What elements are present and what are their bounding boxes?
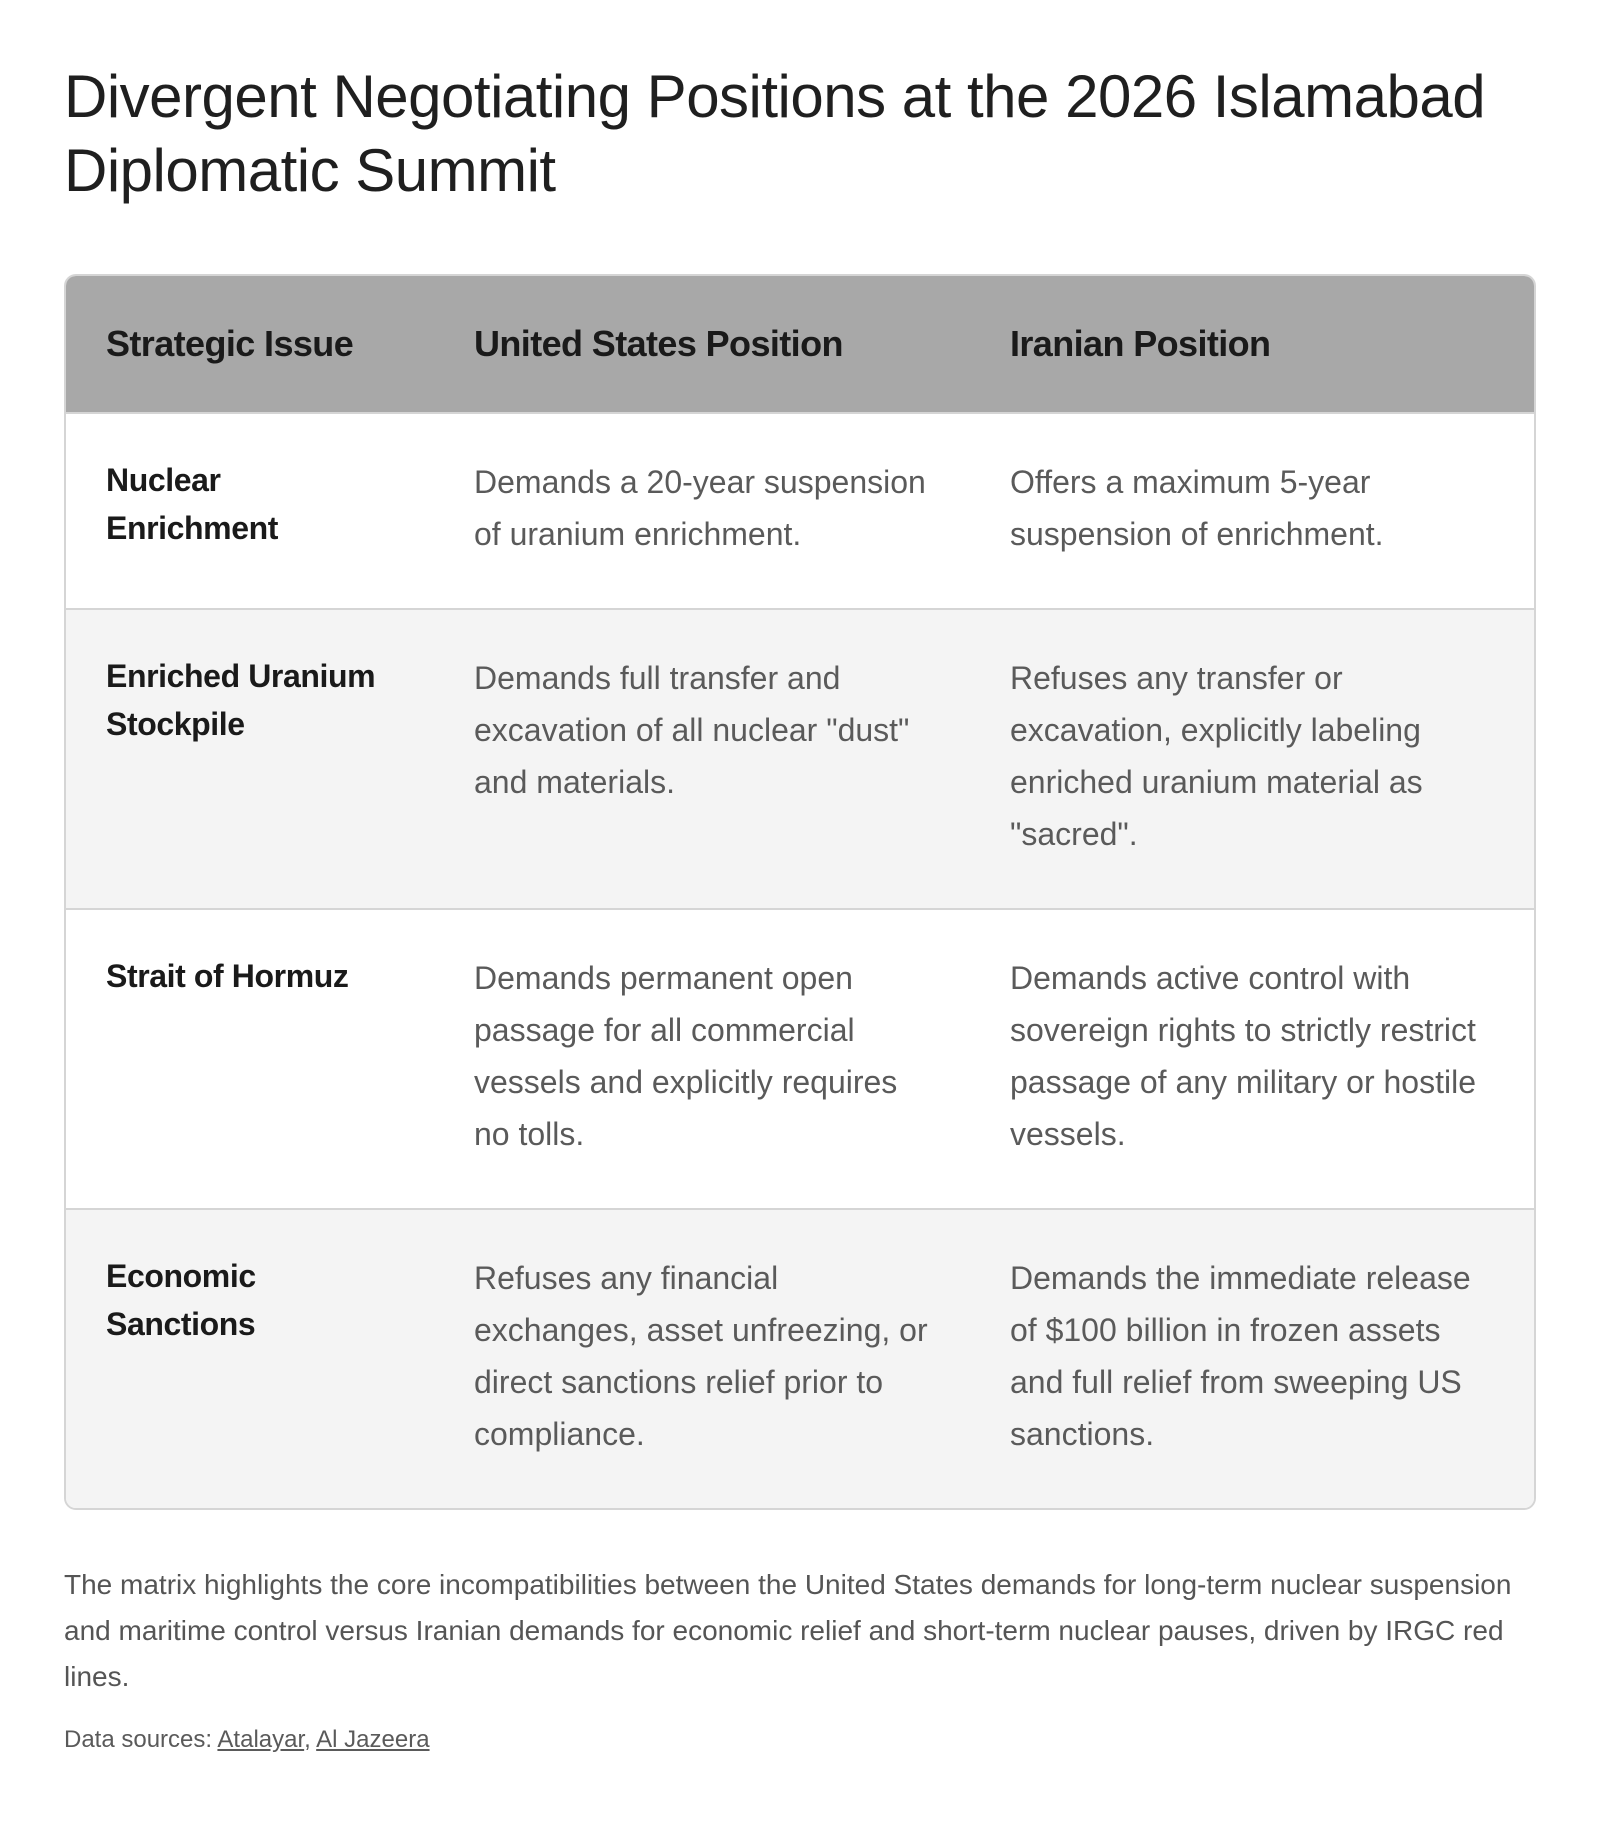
row-us-position: Refuses any financial exchanges, asset unfreezing, or direct sanctions relief prior to compliance. <box>434 1209 970 1508</box>
table-row <box>66 609 1536 909</box>
table-row <box>66 909 1536 1209</box>
row-issue: Economic Sanctions <box>66 1209 434 1508</box>
header-us-position: United States Position <box>474 323 843 364</box>
table-row <box>66 1209 1536 1508</box>
positions-table-container <box>64 274 1536 1510</box>
row-issue: Enriched Uranium Stockpile <box>66 609 434 909</box>
header-strategic-issue: Strategic Issue <box>106 323 354 364</box>
row-iran-position: Demands the immediate release of $100 billion in frozen assets and full relief from sweeping US sanctions. <box>970 1209 1536 1508</box>
table-header-row <box>66 276 1536 413</box>
sources-label: Data sources: <box>64 1726 213 1753</box>
row-iran-position: Offers a maximum 5-year suspension of enrichment. <box>970 413 1536 609</box>
header-iranian-position: Iranian Position <box>1010 323 1271 364</box>
table-row <box>66 413 1536 609</box>
row-us-position: Demands a 20-year suspension of uranium enrichment. <box>434 413 970 609</box>
page-title: Divergent Negotiating Positions at the 2026 Islamabad Diplomatic Summit <box>64 63 1486 204</box>
data-sources <box>64 1726 1536 1754</box>
summary-text: The matrix highlights the core incompatibilities between the United States demands for long-term nuclear suspension and maritime control versus Iranian demands for economic relief and short-term nuclear pauses, driven by IRGC red lines. <box>64 1569 1512 1692</box>
positions-table <box>66 276 1536 1508</box>
source-link-atalayar[interactable]: Atalayar <box>217 1726 305 1753</box>
sources-separator: , <box>304 1726 311 1753</box>
row-iran-position: Demands active control with sovereign rights to strictly restrict passage of any military or hostile vessels. <box>970 909 1536 1209</box>
source-link-al-jazeera[interactable]: Al Jazeera <box>316 1726 430 1753</box>
row-us-position: Demands full transfer and excavation of all nuclear "dust" and materials. <box>434 609 970 909</box>
row-iran-position: Refuses any transfer or excavation, explicitly labeling enriched uranium material as "sacred". <box>970 609 1536 909</box>
row-issue: Nuclear Enrichment <box>66 413 434 609</box>
row-us-position: Demands permanent open passage for all commercial vessels and explicitly requires no tolls. <box>434 909 970 1209</box>
row-issue: Strait of Hormuz <box>66 909 434 1209</box>
